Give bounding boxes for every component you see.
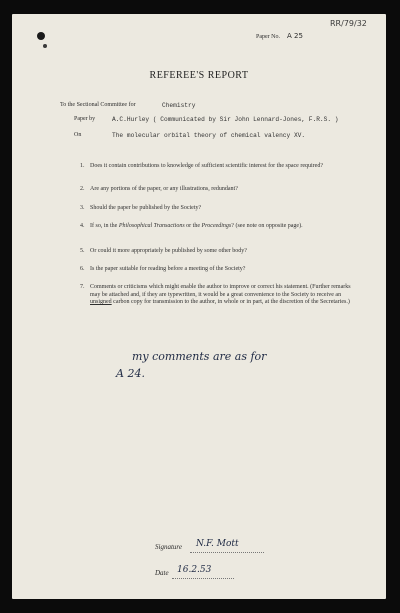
paper-by-value: A.C.Hurley ( Communicated by Sir John Lennard-Jones, F.R.S. ) [112,116,339,123]
paper-number-label: Paper No. [256,34,280,40]
question-3: 3. Should the paper be published by the Society? [80,205,202,211]
on-label: On [74,132,82,138]
handwritten-comment-line-2: A 24. [116,367,145,380]
date-label: Date [155,569,169,577]
question-6: 6. Is the paper suitable for reading before a meeting of the Society? [80,266,246,272]
committee-line-label: To the Sectional Committee for [60,102,136,108]
date-line [172,578,234,579]
on-value: The molecular orbital theory of chemical valency XV. [112,132,306,139]
paper-by-label: Paper by [74,116,96,122]
committee-value: Chemistry [162,102,196,109]
question-4: 4. If so, in the Philosophical Transactions or the Proceedings? (see note on opposite page). [80,223,303,229]
report-page [12,14,386,599]
question-2: 2. Are any portions of the paper, or any illustrations, redundant? [80,186,238,192]
signature-line [190,552,264,553]
report-title: REFEREE'S REPORT [149,70,249,81]
punch-hole [37,32,45,40]
question-7: 7. Comments or criticisms which might enable the author to improve or correct his statement. (Further remarks may be attached and, if they are typewritten, it would be a great convenience to the Society to receive an unsigned carbon copy for transmission to the author, in whole or in part, at the discretion of the Secretaries.) [80,284,351,306]
signature-label: Signature [155,543,182,551]
date-value: 16.2.53 [177,565,212,575]
question-5: 5. Or could it more appropriately be published by some other body? [80,248,247,254]
punch-hole-small [43,44,47,48]
signature-value: N.F. Mott [196,539,239,549]
question-1: 1. Does it contain contributions to knowledge of sufficient scientific interest for the space required? [80,163,323,169]
handwritten-comment-line-1: my comments are as for [132,350,267,363]
archive-reference: RR/79/32 [330,19,367,28]
paper-number-value: A 25 [287,32,303,40]
